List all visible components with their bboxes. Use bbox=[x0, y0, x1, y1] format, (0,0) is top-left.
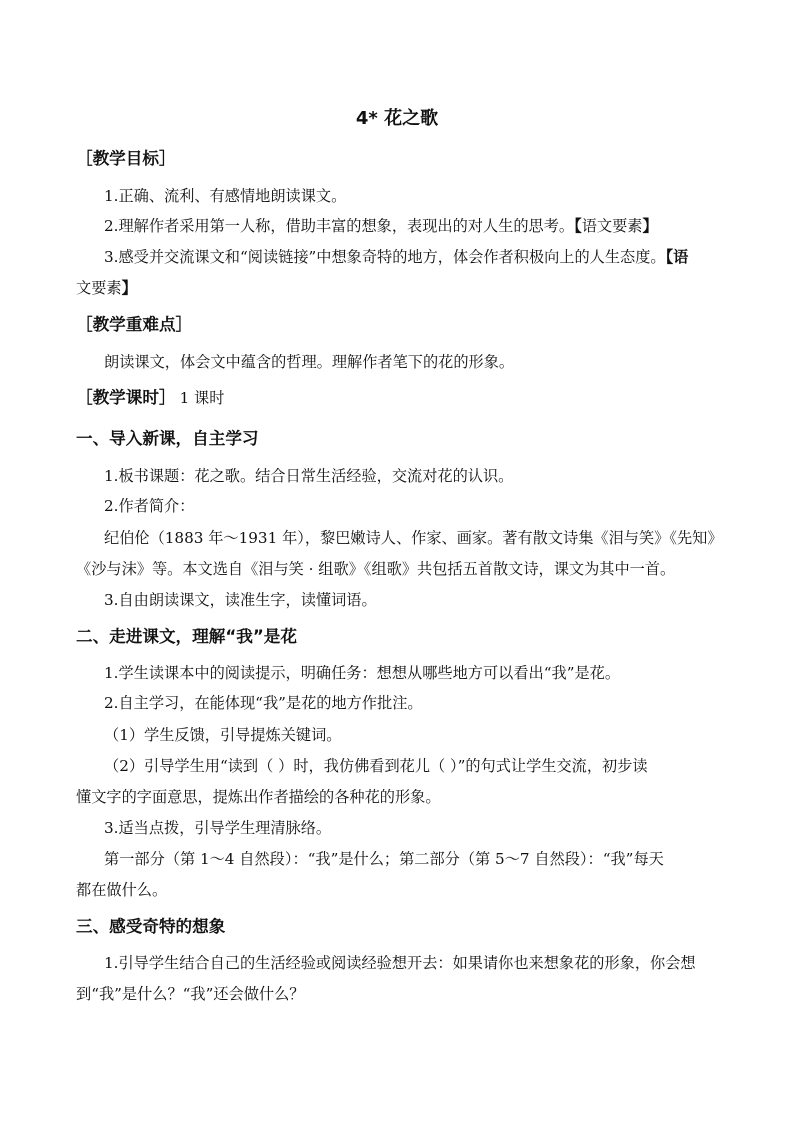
section-2-heading: 二、走进课文，理解“我”是花 bbox=[76, 627, 297, 646]
section-2-line: （1）学生反馈，引导提炼关键词。 bbox=[104, 726, 342, 744]
section-1-heading: 一、导入新课，自主学习 bbox=[76, 429, 259, 448]
objective-item-1: 1.正确、流利、有感情地朗读课文。 bbox=[104, 187, 347, 205]
tag-bracket-close: 】 bbox=[642, 217, 658, 235]
key-points-text: 朗读课文，体会文中蕴含的哲理。理解作者笔下的花的形象。 bbox=[104, 353, 515, 371]
section-3-heading: 三、感受奇特的想象 bbox=[76, 917, 226, 936]
key-points-heading: ［教学重难点］ bbox=[76, 315, 193, 334]
section-1-line: 纪伯伦（1883 年～1931 年），黎巴嫩诗人、作家、画家。著有散文诗集《泪与笑》《先知》 bbox=[104, 529, 723, 547]
section-2-line: 1.学生读课本中的阅读提示，明确任务：想想从哪些地方可以看出“我”是花。 bbox=[104, 664, 621, 682]
section-1-line: 2.作者简介： bbox=[104, 497, 195, 515]
tag-bracket-open: 【 bbox=[574, 217, 582, 235]
section-2-line: 2.自主学习，在能体现“我”是花的地方作批注。 bbox=[104, 694, 423, 712]
hours-value: 1 课时 bbox=[179, 389, 225, 407]
tag-bracket-open-2: 【语 bbox=[665, 248, 689, 266]
section-2-line: 第一部分（第 1～4 自然段）：“我”是什么；第二部分（第 5～7 自然段）：“我”每天 bbox=[104, 850, 664, 868]
section-2-line: 懂文字的字面意思，提炼出作者描绘的各种花的形象。 bbox=[76, 788, 441, 806]
section-1-line: 《沙与沫》等。本文选自《泪与笑 · 组歌》《组歌》共包括五首散文诗，课文为其中一首。 bbox=[76, 560, 676, 578]
tag-label: 语文要素 bbox=[581, 217, 643, 235]
objectives-heading: ［教学目标］ bbox=[76, 149, 176, 168]
section-3-line: 到“我”是什么？“我”还会做什么？ bbox=[76, 985, 305, 1003]
section-3-line: 1.引导学生结合自己的生活经验或阅读经验想开去：如果请你也来想象花的形象，你会想 bbox=[104, 954, 696, 972]
document-title: 4* 花之歌 bbox=[355, 108, 439, 129]
hours-heading: ［教学课时］ 1 课时 bbox=[76, 388, 225, 407]
tag-bracket-close-2: 】 bbox=[121, 279, 137, 297]
section-2-line: 都在做什么。 bbox=[76, 881, 168, 899]
objective-item-3: 3.感受并交流课文和“阅读链接”中想象奇特的地方，体会作者积极向上的人生态度。【语 bbox=[104, 248, 689, 266]
objective-item-3-cont: 文要素】 bbox=[76, 279, 137, 297]
section-1-line: 3.自由朗读课文，读准生字，读懂词语。 bbox=[104, 591, 377, 609]
section-2-line: 3.适当点拨，引导学生理清脉络。 bbox=[104, 819, 332, 837]
section-2-line: （2）引导学生用“读到（ ）时，我仿佛看到花儿（ ）”的句式让学生交流，初步读 bbox=[104, 757, 648, 775]
objective-item-2: 2.理解作者采用第一人称，借助丰富的想象，表现出的对人生的思考。【语文要素】 bbox=[104, 217, 658, 235]
section-1-line: 1.板书课题：花之歌。结合日常生活经验，交流对花的认识。 bbox=[104, 467, 514, 485]
